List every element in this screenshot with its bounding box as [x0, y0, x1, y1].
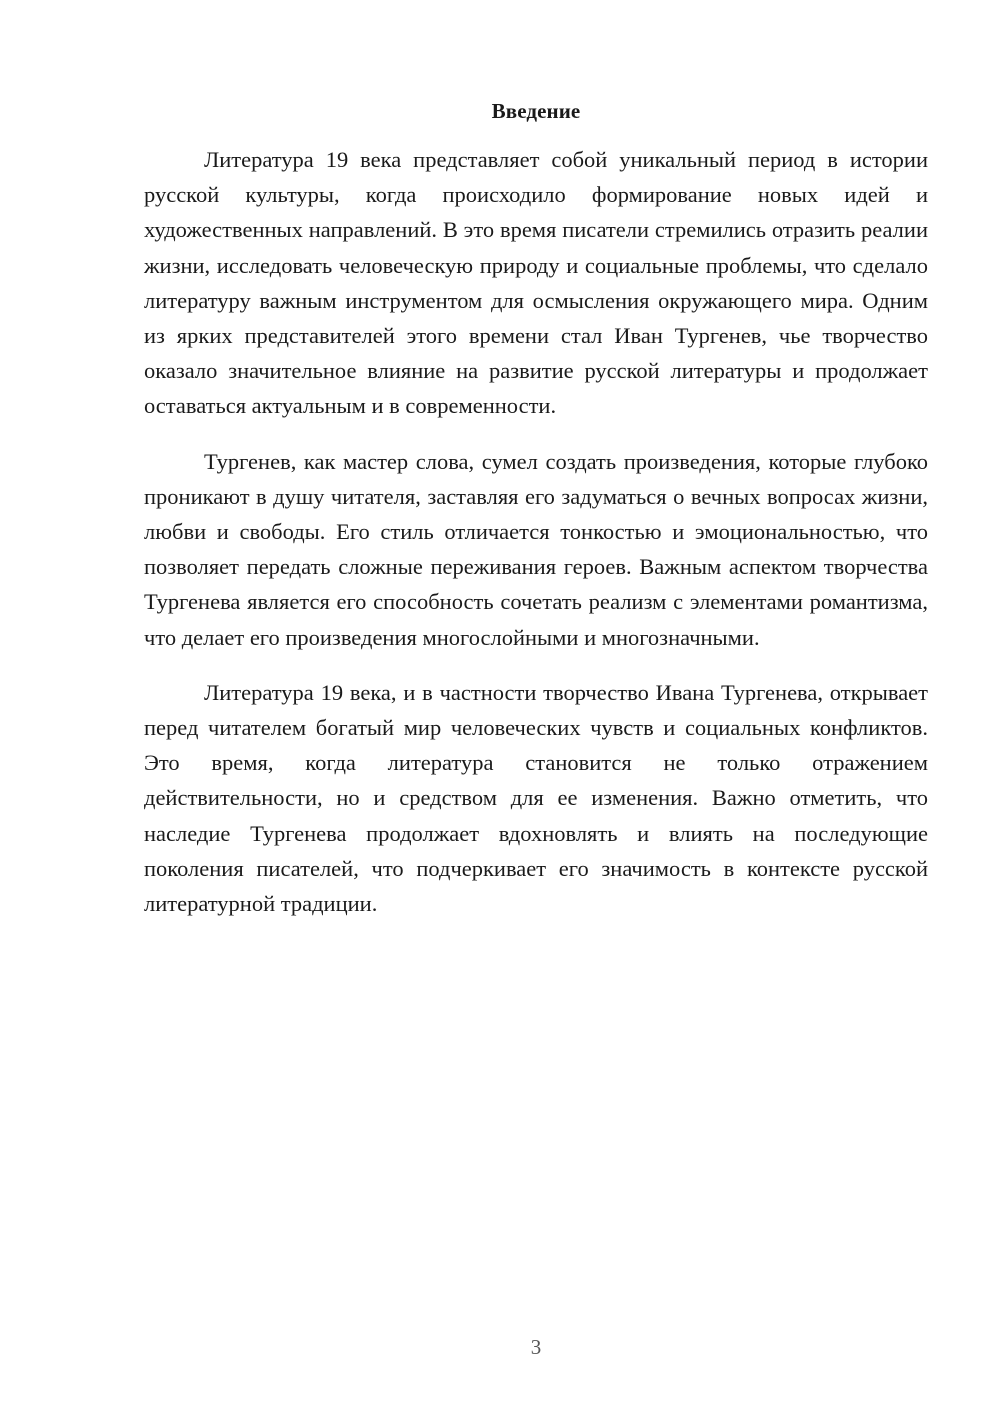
paragraph-2: Тургенев, как мастер слова, сумел создать произведения, которые глубоко проникают в душу читателя, заставляя его задуматься о вечных вопросах жизни, любви и свободы. Его стиль отличается тонкостью и эмоциональностью, что позволяет передать сложные переживания героев. Важным аспектом творчества Тургенева является его способность сочетать реализм с элементами романтизма, что делает его произведения многослойными и многозначными.: [144, 448, 928, 650]
paragraph-3: Литература 19 века, и в частности творчество Ивана Тургенева, открывает перед читателем богатый мир человеческих чувств и социальных конфликтов. Это время, когда литература становится не только отражением действительности, но и средством для ее изменения. Важно отметить, что наследие Тургенева продолжает вдохновлять и влиять на последующие поколения писателей, что подчеркивает его значимость в контексте русской литературной традиции.: [144, 679, 928, 917]
paragraph-1: Литература 19 века представляет собой уникальный период в истории русской культуры, когда происходило формирование новых идей и художественных направлений. В это время писатели стремились отразить реалии жизни, исследовать человеческую природу и социальные проблемы, что сделало литературу важным инструментом для осмысления окружающего мира. Одним из ярких представителей этого времени стал Иван Тургенев, чье творчество оказало значительное влияние на развитие русской литературы и продолжает оставаться актуальным и в современности.: [144, 147, 928, 419]
body-text: [144, 142, 928, 941]
page-number: 3: [530, 1335, 542, 1359]
section-heading: Введение: [491, 99, 581, 123]
